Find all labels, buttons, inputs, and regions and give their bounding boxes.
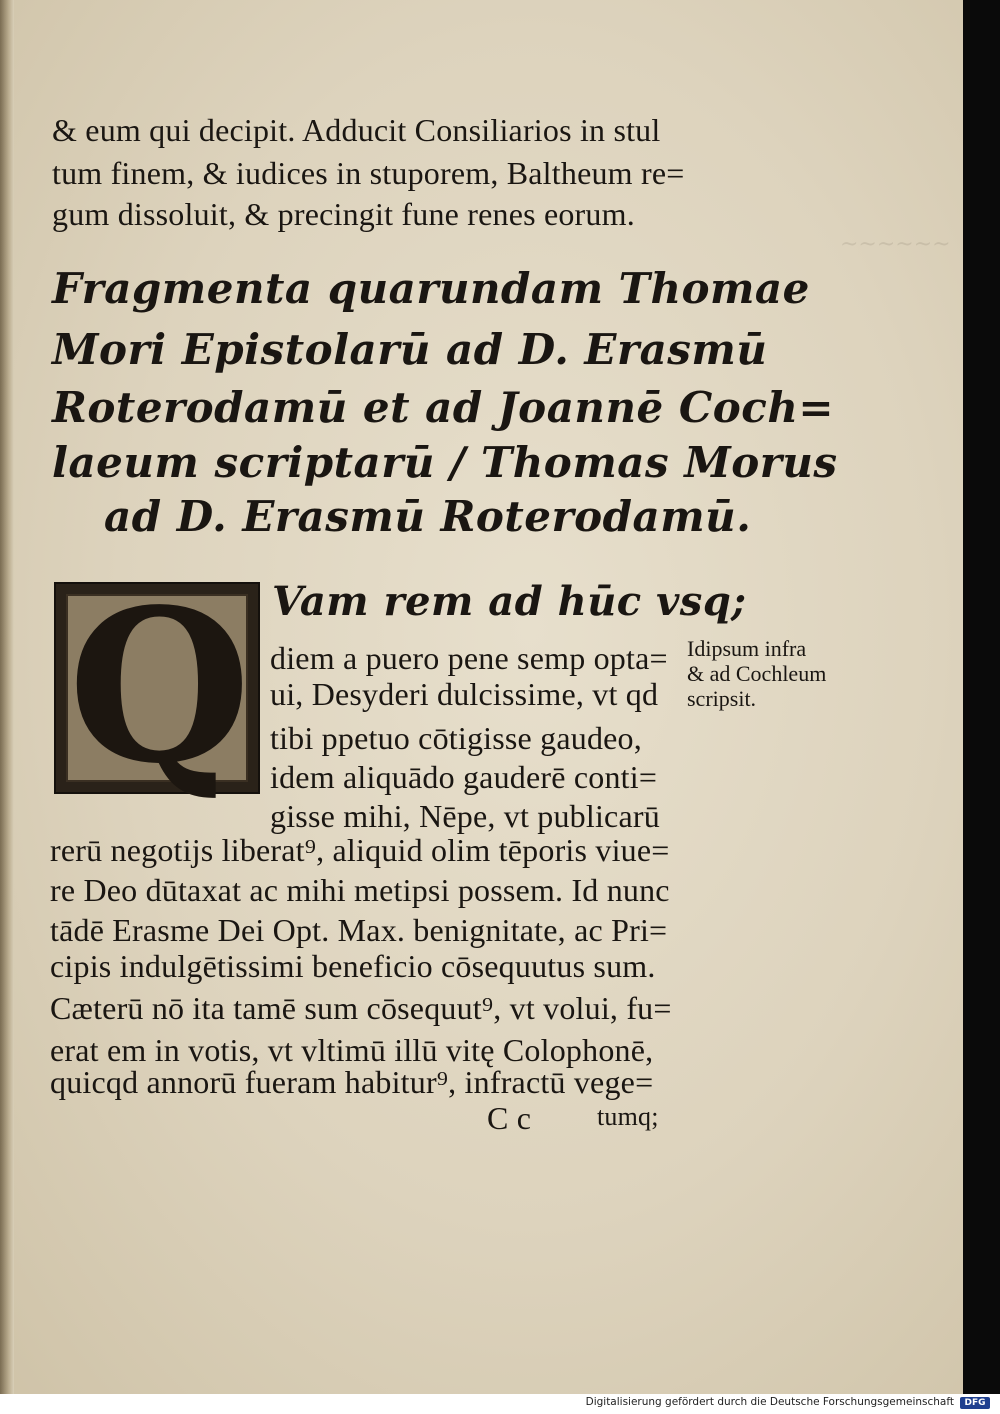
decorated-initial — [54, 563, 260, 810]
body-text-line: Cæterū nō ita tamē sum cōsequut⁹, vt volui, fu= — [50, 990, 672, 1026]
catchword: tumq; — [597, 1102, 659, 1131]
top-text-line: gum dissoluit, & precingit fune renes eorum. — [52, 196, 635, 232]
marginal-note-line: & ad Cochleum — [687, 661, 827, 686]
body-text-line: gisse mihi, Nēpe, vt publicarū — [270, 798, 660, 834]
top-text-line: & eum qui decipit. Adducit Consiliarios in stul — [52, 112, 661, 148]
initial-letter: Q — [68, 563, 251, 810]
body-text-line: re Deo dūtaxat ac mihi metipsi possem. Id nunc — [50, 872, 670, 908]
body-text-line: idem aliquādo gauderē conti= — [270, 759, 658, 795]
body-text-line: rerū negotijs liberat⁹, aliquid olim tēporis viue= — [50, 832, 670, 868]
heading-line: Mori Epistolarū ad D. Erasmū — [52, 325, 768, 374]
body-text-line: quicqd annorū fueram habitur⁹, infractū vege= — [50, 1064, 654, 1100]
body-text-line: diem a puero pene semp opta= — [270, 640, 668, 676]
marginal-note — [687, 636, 826, 711]
body-text-line: erat em in votis, vt vltimū illū vitę Colophonē, — [50, 1032, 654, 1068]
marginal-note-line: scripsit. — [687, 686, 757, 711]
body-text-line: ui, Desyderi dulcissime, vt qd — [270, 676, 659, 712]
initial-ornament — [66, 563, 251, 810]
top-text-line: tum finem, & iudices in stuporem, Baltheum re= — [52, 155, 685, 191]
footer-bar — [0, 1394, 1000, 1414]
show-through-decoration: ~~~~~~ — [840, 232, 951, 257]
heading-line: Roterodamū et ad Joannē Coch= — [52, 383, 835, 432]
body-text-line: cipis indulgētissimi beneficio cōsequutus sum. — [50, 948, 656, 984]
heading-line: Fragmenta quarundam Thomae — [52, 264, 810, 313]
heading-line: laeum scriptarū / Thomas Morus — [52, 438, 838, 487]
funding-credit: Digitalisierung gefördert durch die Deutsche Forschungsgemeinschaft — [585, 1396, 954, 1408]
dfg-logo: DFG — [960, 1397, 990, 1409]
first-line-text: Vam rem ad hūc vsq; — [272, 578, 747, 625]
signature-mark: C c — [487, 1100, 532, 1136]
marginal-note-line: Idipsum infra — [687, 636, 807, 661]
body-text-line: tādē Erasme Dei Opt. Max. benignitate, ac Pri= — [50, 912, 668, 948]
page-gutter — [0, 0, 14, 1394]
body-text-line: tibi ppetuo cōtigisse gaudeo, — [270, 720, 642, 756]
heading-line: ad D. Erasmū Roterodamū. — [104, 492, 752, 541]
